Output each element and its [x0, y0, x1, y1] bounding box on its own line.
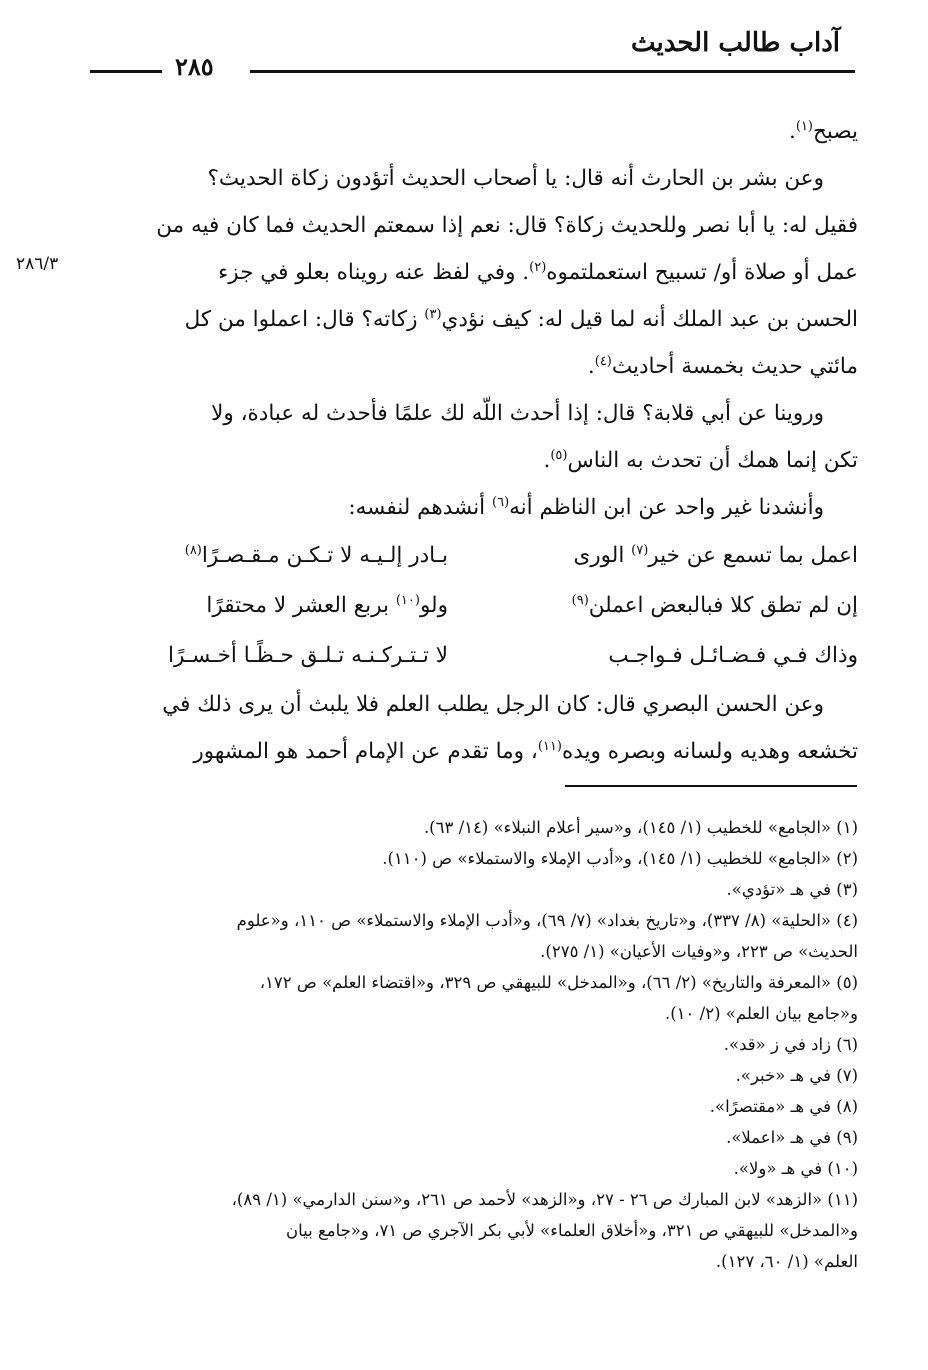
poem-verse — [88, 531, 858, 581]
footnote: (٤) «الحلية» (٨/ ٣٣٧)، و«تاريخ بغداد» (٧/ ٦٩)، و«أدب الإملاء والاستملاء» ص ١١٠، و«علوم — [236, 911, 858, 930]
text-line: وروينا عن أبي قلابة؟ قال: إذا أحدث اللّه لك علمًا فأحدث له عبادة، ولا — [211, 401, 824, 426]
footnote: (٥) «المعرفة والتاريخ» (٢/ ٦٦)، و«المدخل» للبيهقي ص ٣٢٩، و«اقتضاء العلم» ص ١٧٢، — [259, 973, 858, 992]
footnote: (١٠) في هـ «ولا». — [733, 1159, 858, 1178]
poem-verse — [88, 581, 858, 631]
footnote-separator — [565, 785, 857, 787]
footnote: (٢) «الجامع» للخطيب (١/ ١٤٥)، و«أدب الإملاء والاستملاء» ص (١١٠). — [382, 849, 858, 868]
verse-second-hemistich: بـادر إلـيـه لا تـكـن مـقـصـرًا$^{(٨)}$ — [184, 542, 448, 568]
footnote: (٧) في هـ «خبر». — [735, 1066, 858, 1085]
text-line: عمل أو صلاة أو/ تسبيح استعملتموه$^{(٢)}$. وفي لفظ عنه رويناه بعلو في جزء — [218, 259, 858, 285]
footnote-continuation: الحديث» ص ٢٢٣، و«وفيات الأعيان» (١/ ٢٧٥). — [540, 942, 858, 961]
footnote-ref: (٣) — [424, 306, 442, 322]
footnote-continuation: و«المدخل» للبيهقي ص ٣٢١، و«أخلاق العلماء» لأبي بكر الآجري ص ٧١، و«جامع بيان — [285, 1221, 858, 1240]
footnote-ref: (٢) — [529, 259, 547, 275]
footnote: (٨) في هـ «مقتصرًا». — [709, 1097, 858, 1116]
text-line: مائتي حديث بخمسة أحاديث$^{(٤)}$. — [587, 353, 858, 379]
footnote-ref: (١١) — [537, 738, 562, 754]
text-line: وعن بشر بن الحارث أنه قال: يا أصحاب الحديث أتؤدون زكاة الحديث؟ — [207, 166, 824, 191]
verse-second-hemistich: لا تـتـركـنـه تـلـق حـظًـا أخـسـرًا — [168, 643, 448, 668]
footnote-ref: (٨) — [184, 542, 202, 558]
footnote-ref: (١) — [795, 118, 813, 134]
footnote: (١) «الجامع» للخطيب (١/ ١٤٥)، و«سير أعلام النبلاء» (١٤/ ٦٣). — [423, 818, 858, 837]
poem-verse — [88, 631, 858, 681]
margin-note: ٢٨٦/٣ — [16, 254, 59, 274]
footnote-continuation: و«جامع بيان العلم» (٢/ ١٠). — [664, 1004, 858, 1023]
footnote-ref: (٥) — [550, 447, 568, 463]
verse-second-hemistich: ولو$^{(١٠)}$ بربع العشر لا محتقرًا — [206, 592, 448, 618]
verse-first-hemistich: اعمل بما تسمع عن خير$^{(٧)}$ الورى — [573, 542, 858, 568]
page-number: ٢٨٥ — [175, 52, 214, 81]
text-line: تخشعه وهديه ولسانه وبصره ويده$^{(١١)}$، وما تقدم عن الإمام أحمد هو المشهور — [193, 738, 858, 764]
footnotes — [86, 812, 858, 1277]
footnote-continuation: العلم» (١/ ٦٠، ١٢٧). — [715, 1252, 858, 1271]
main-text — [88, 108, 858, 775]
text-line: تكن إنما همك أن تحدث به الناس$^{(٥)}$. — [543, 447, 858, 473]
running-header-title: آداب طالب الحديث — [630, 28, 840, 58]
footnote-ref: (٩) — [571, 592, 589, 608]
footnote-ref: (٦) — [492, 494, 510, 510]
footnote: (١١) «الزهد» لابن المبارك ص ٢٦ - ٢٧، و«الزهد» لأحمد ص ٢٦١، و«سنن الدارمي» (١/ ٨٩)، — [231, 1190, 858, 1209]
header-rule-left — [90, 70, 162, 73]
footnote: (٣) في هـ «تؤدي». — [726, 880, 858, 899]
footnote: (٦) زاد في ز «قد». — [723, 1035, 858, 1054]
verse-first-hemistich: إن لم تطق كلا فبالبعض اعملن$^{(٩)}$ — [571, 592, 858, 618]
text-line: فقيل له: يا أبا نصر وللحديث زكاة؟ قال: نعم إذا سمعتم الحديث فما كان فيه من — [156, 213, 858, 238]
header-rule-right — [250, 70, 855, 73]
text-line: وأنشدنا غير واحد عن ابن الناظم أنه$^{(٦)}$ أنشدهم لنفسه: — [348, 494, 824, 520]
footnote-ref: (١٠) — [395, 592, 420, 608]
footnote-ref: (٤) — [594, 353, 612, 369]
footnote: (٩) في هـ «اعملا». — [726, 1128, 858, 1147]
footnote-ref: (٧) — [631, 542, 649, 558]
verse-first-hemistich: وذاك فـي فـضـائـل فـواجـب — [608, 643, 858, 668]
text-line: وعن الحسن البصري قال: كان الرجل يطلب العلم فلا يلبث أن يرى ذلك في — [162, 692, 824, 717]
text-line: الحسن بن عبد الملك أنه لما قيل له: كيف نؤدي$^{(٣)}$ زكاته؟ قال: اعملوا من كل — [184, 306, 858, 332]
text-line: يصبح$^{(١)}$. — [789, 118, 858, 144]
